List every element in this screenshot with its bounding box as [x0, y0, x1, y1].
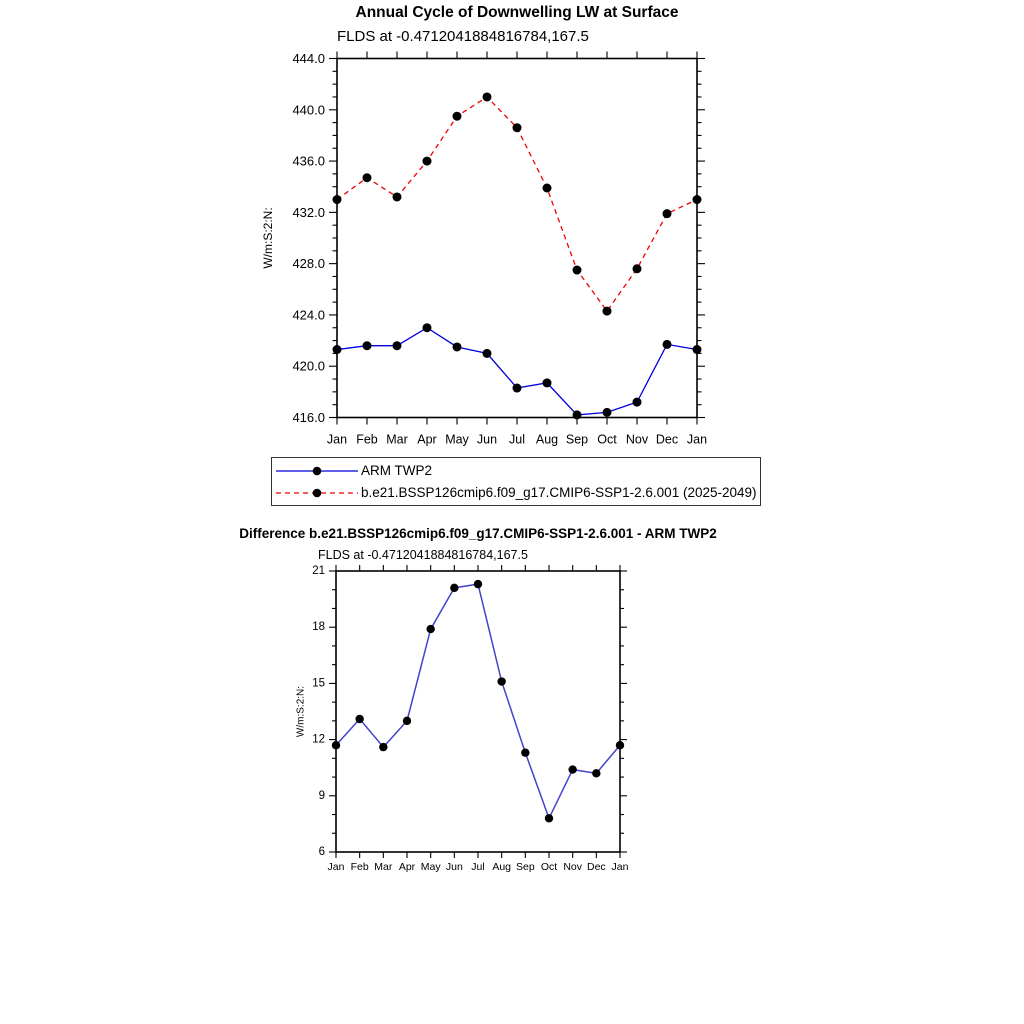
x-tick-label: Sep [515, 861, 535, 873]
data-point [393, 341, 402, 350]
series-markers-0 [332, 580, 624, 823]
series-line-0 [337, 328, 697, 415]
data-point [693, 345, 702, 354]
y-tick-label: 12 [312, 733, 325, 746]
data-point [393, 192, 402, 201]
chart-2-plot [296, 565, 629, 873]
chart-1-plot [261, 51, 707, 447]
x-tick-label: Jul [471, 861, 485, 873]
data-point [450, 584, 458, 592]
legend-label: b.e21.BSSP126cmip6.f09_g17.CMIP6-SSP1-2.6.001 (2025-2049) [361, 485, 757, 500]
x-tick-label: Dec [586, 861, 606, 873]
y-axis-title: W/m:S:2:N: [261, 207, 275, 269]
data-point [633, 398, 642, 407]
x-tick-labels [328, 861, 629, 873]
data-point [603, 307, 612, 316]
y-tick-label: 6 [318, 846, 325, 858]
data-point [568, 765, 576, 773]
plot-frame [337, 59, 697, 418]
y-tick-label: 432.0 [292, 204, 325, 220]
x-tick-label: Feb [356, 432, 378, 447]
y-tick-label: 436.0 [292, 153, 325, 169]
data-point [403, 717, 411, 725]
x-tick-label: Apr [398, 861, 416, 873]
y-tick-label: 21 [312, 565, 325, 577]
x-tick-label: Jan [611, 861, 629, 873]
data-point [513, 384, 522, 393]
legend [271, 457, 761, 506]
x-tick-label: Nov [625, 432, 649, 447]
data-point [616, 741, 624, 749]
data-point [633, 264, 642, 273]
x-tick-label: Apr [417, 432, 437, 447]
x-tick-label: Jul [509, 432, 525, 447]
y-tick-label: 428.0 [292, 256, 325, 272]
data-point [363, 341, 372, 350]
data-point [592, 769, 600, 777]
y-tick-label: 15 [312, 677, 325, 690]
plot-frame [336, 571, 620, 852]
x-tick-label: Aug [535, 432, 559, 447]
data-point [426, 625, 434, 633]
y-tick-label: 420.0 [292, 358, 325, 374]
x-tick-label: Aug [492, 861, 512, 873]
x-tick-label: Nov [563, 861, 583, 873]
data-point [513, 123, 522, 132]
legend-line-sample-red-dashed [274, 487, 360, 499]
data-point [603, 408, 612, 417]
x-tick-label: Jun [445, 861, 463, 873]
data-point [333, 345, 342, 354]
data-point [573, 266, 582, 275]
data-point [423, 157, 432, 166]
data-point [543, 378, 552, 387]
data-point [474, 580, 482, 588]
legend-entry-model [272, 482, 760, 504]
data-point [573, 410, 582, 419]
x-tick-label: Mar [386, 432, 408, 447]
data-point [379, 743, 387, 751]
legend-entry-arm-twp2 [272, 460, 760, 482]
x-tick-label: Dec [655, 432, 679, 447]
data-point [363, 173, 372, 182]
chart2-subtitle: FLDS at -0.4712041884816784,167.5 [318, 548, 528, 562]
data-point [332, 741, 340, 749]
legend-label: ARM TWP2 [361, 463, 433, 478]
y-tick-label: 424.0 [292, 307, 325, 323]
x-tick-label: Jan [326, 432, 348, 447]
y-tick-labels [292, 51, 325, 425]
data-point [693, 195, 702, 204]
chart2-title: Difference b.e21.BSSP126cmip6.f09_g17.CMIP6-SSP1-2.6.001 - ARM TWP2 [239, 526, 717, 541]
data-point [453, 112, 462, 121]
y-tick-label: 440.0 [292, 102, 325, 118]
data-point [483, 92, 492, 101]
chart1-title: Annual Cycle of Downwelling LW at Surface [355, 4, 679, 21]
data-point [663, 340, 672, 349]
x-tick-label: May [420, 861, 441, 873]
y-tick-label: 9 [318, 789, 325, 802]
data-point [521, 749, 529, 757]
axis-ticks [329, 52, 705, 425]
data-point [355, 715, 363, 723]
x-tick-label: Jun [476, 432, 498, 447]
chart1-subtitle: FLDS at -0.4712041884816784,167.5 [337, 28, 589, 45]
data-point [543, 183, 552, 192]
y-tick-label: 416.0 [292, 410, 325, 425]
x-tick-labels [327, 433, 707, 447]
x-tick-label: Jan [686, 432, 708, 447]
x-tick-label: Mar [374, 861, 393, 873]
axis-ticks [329, 565, 627, 858]
data-point [333, 195, 342, 204]
data-point [497, 677, 505, 685]
series-line-0 [336, 584, 620, 818]
data-point [483, 349, 492, 358]
series-markers-1 [333, 92, 702, 315]
y-axis-title: W/m:S:2:N: [295, 685, 307, 738]
y-tick-label: 444.0 [292, 51, 325, 66]
x-tick-label: Sep [565, 432, 589, 447]
y-tick-label: 18 [312, 621, 325, 634]
x-tick-label: May [445, 432, 469, 447]
data-point [545, 814, 553, 822]
x-tick-label: Jan [327, 861, 345, 873]
x-tick-label: Oct [597, 432, 617, 447]
y-tick-labels [312, 565, 325, 858]
data-point [453, 342, 462, 351]
data-point [423, 323, 432, 332]
legend-line-sample-blue [274, 465, 360, 477]
series-markers-0 [333, 323, 702, 419]
x-tick-label: Feb [350, 861, 369, 873]
x-tick-label: Oct [540, 861, 558, 873]
data-point [663, 209, 672, 218]
